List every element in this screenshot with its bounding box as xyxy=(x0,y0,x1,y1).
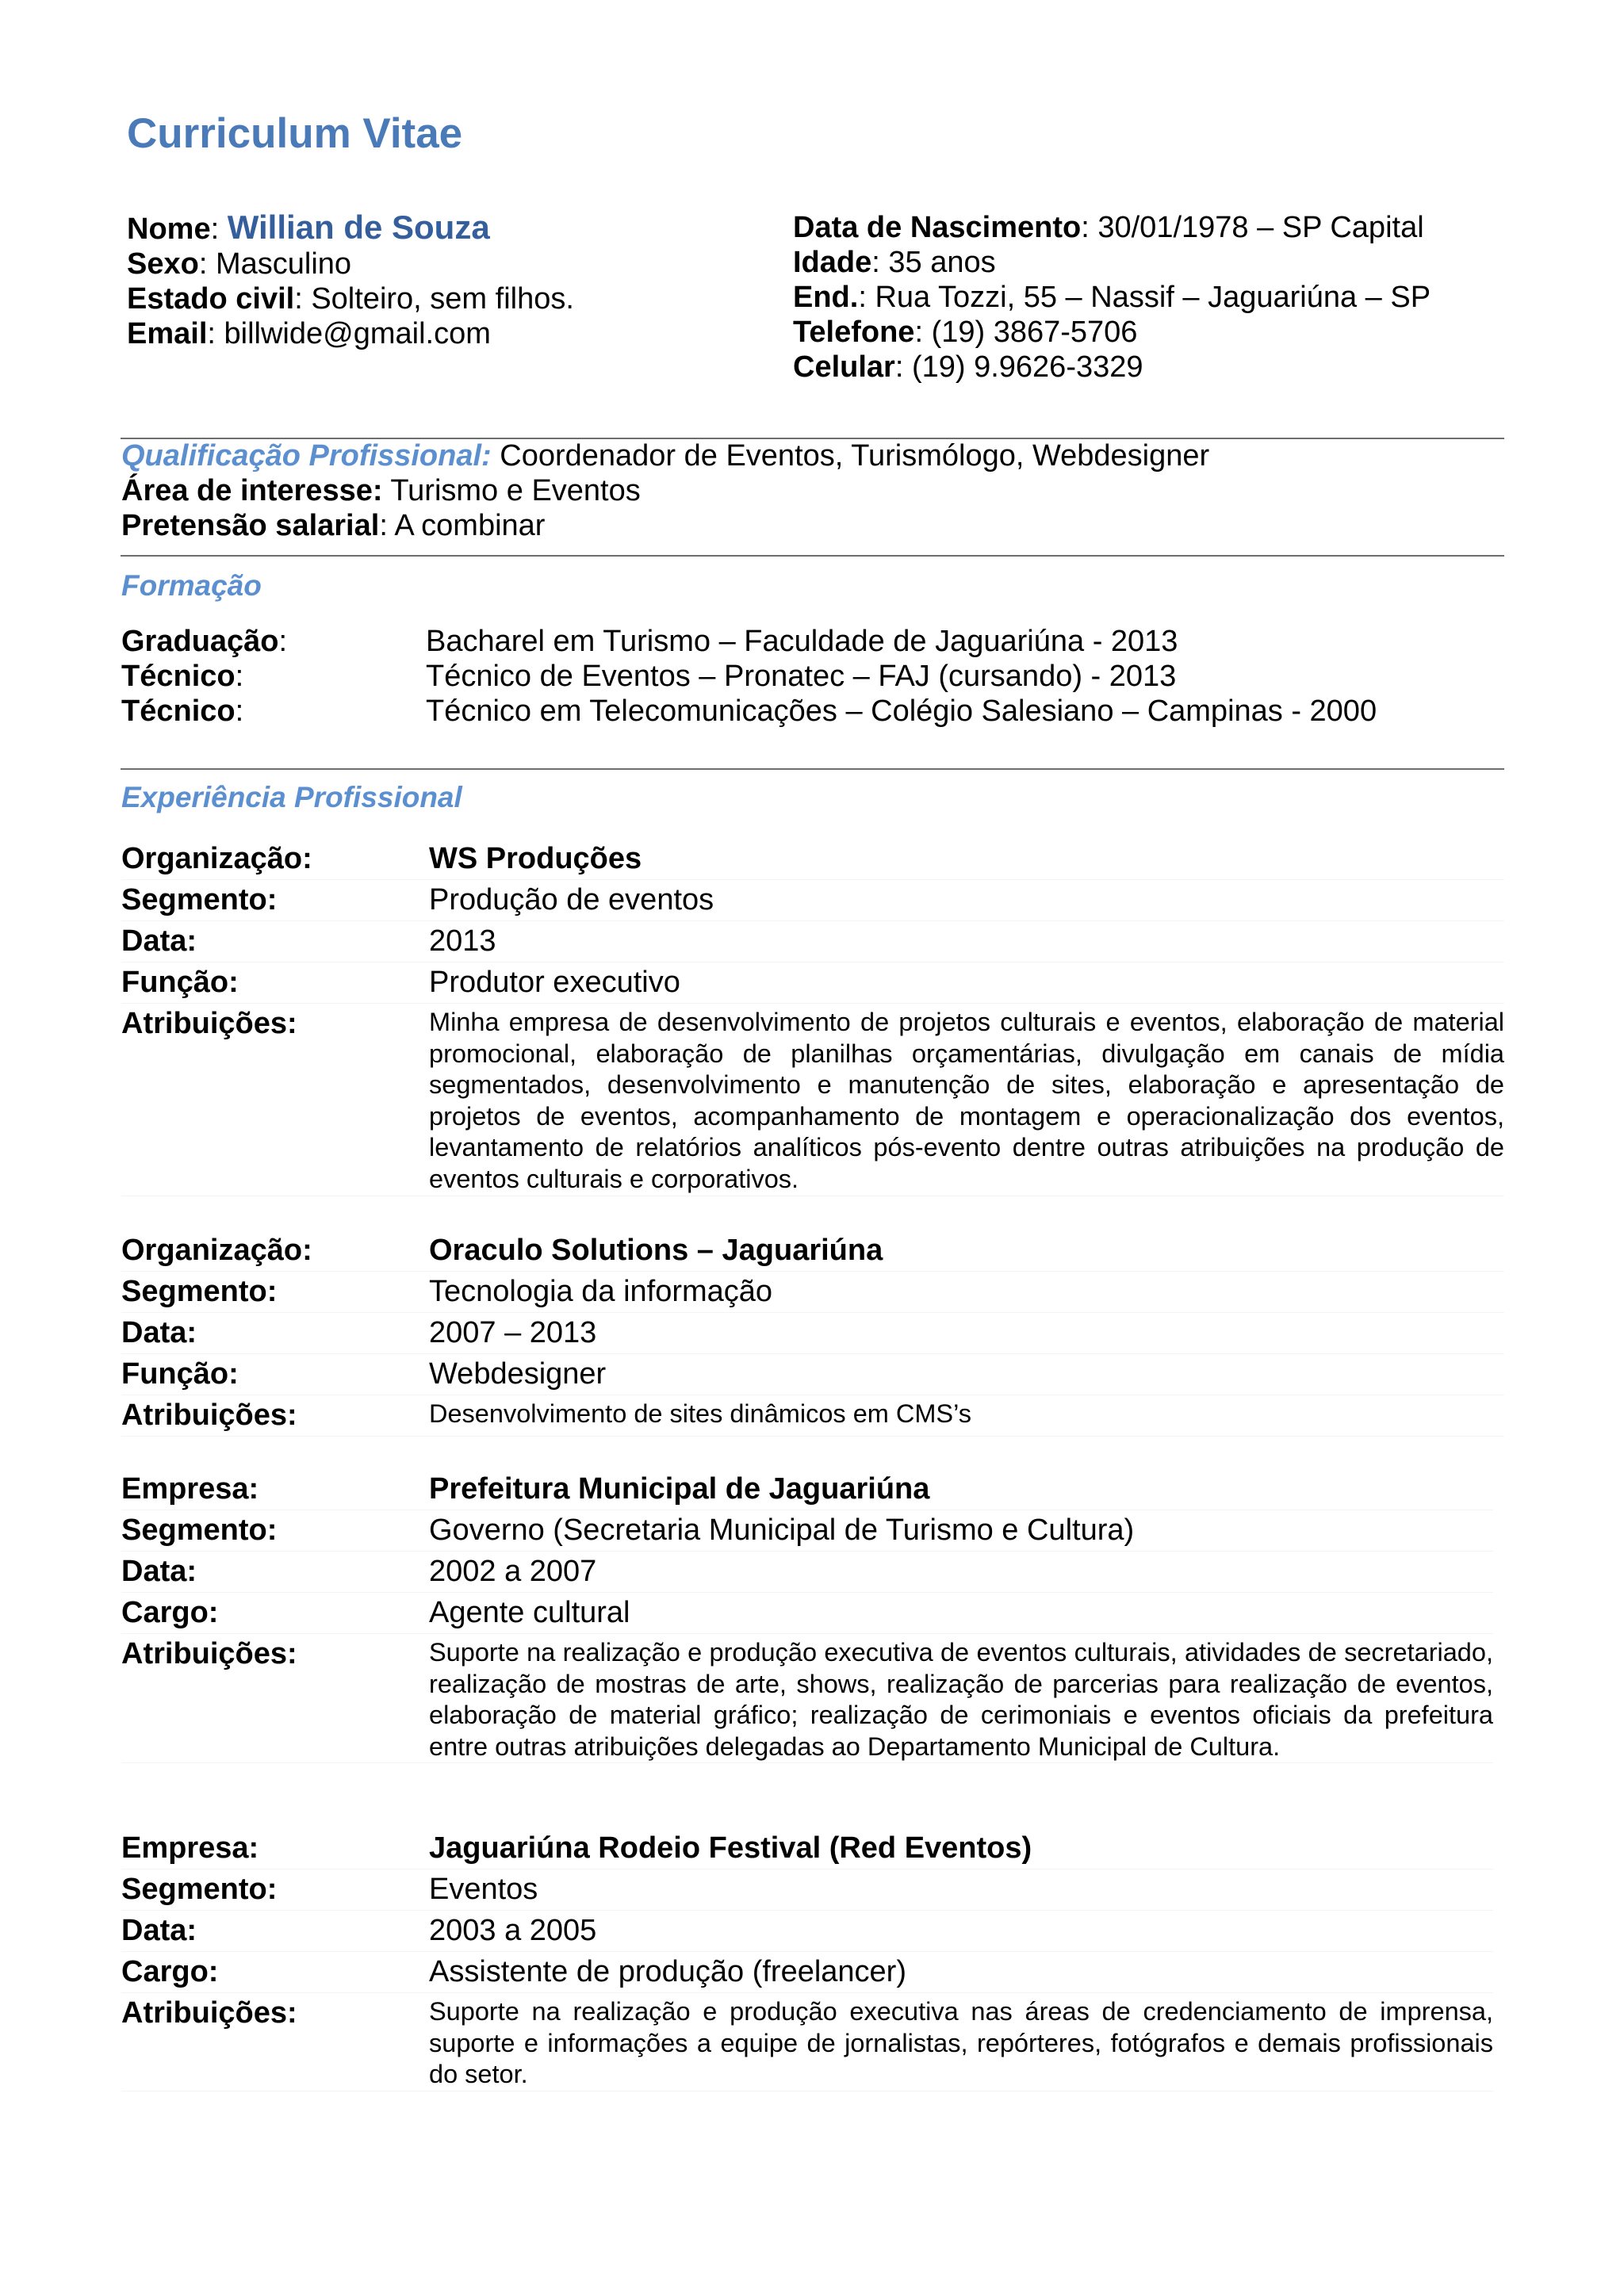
segment-row xyxy=(121,1869,1493,1911)
age-value: 35 anos xyxy=(888,246,996,279)
role-row xyxy=(121,1593,1493,1634)
date-value: 2007 – 2013 xyxy=(429,1316,597,1349)
sex-value: Masculino xyxy=(215,247,352,281)
education-list xyxy=(121,624,1377,729)
date-value: 2002 a 2007 xyxy=(429,1555,597,1588)
qualification-label: Qualificação Profissional: xyxy=(121,439,492,473)
education-item: Graduação: Bacharel em Turismo – Faculdade de Jaguariúna - 2013 xyxy=(121,625,1178,658)
phone-value: (19) 3867-5706 xyxy=(931,316,1138,349)
organization-value: Oraculo Solutions – Jaguariúna xyxy=(429,1234,883,1267)
email-label: Email xyxy=(127,317,208,350)
divider xyxy=(121,555,1504,557)
experience-entry xyxy=(121,1230,1504,1437)
organization-value: Jaguariúna Rodeio Festival (Red Eventos) xyxy=(429,1831,1032,1865)
birth-date-row: Data de Nascimento: 30/01/1978 – SP Capital xyxy=(793,211,1424,244)
date-label: Data: xyxy=(121,1316,197,1349)
date-value: 2013 xyxy=(429,924,496,958)
experience-section-title: Experiência Profissional xyxy=(121,781,462,813)
duties-label: Atribuições: xyxy=(121,1637,297,1670)
duties-value: Minha empresa de desenvolvimento de projetos culturais e eventos, elaboração de material promocional, elaboração de planilhas orçamentárias, divulgação em canais de mídia segmentados, desenvolvimento e manutenção de sites, elaboração e apresentação de projetos de eventos, acompanhamento de montagem e operacionalização dos eventos, levantamento de relatórios analíticos pós-evento dentre outras atribuições na produção de eventos culturais e corporativos. xyxy=(429,1008,1504,1193)
segment-label: Segmento: xyxy=(121,1873,278,1906)
role-value: Assistente de produção (freelancer) xyxy=(429,1955,906,1988)
organization-row xyxy=(121,839,1504,880)
segment-value: Produção de eventos xyxy=(429,883,714,916)
segment-label: Segmento: xyxy=(121,1513,278,1547)
interest-area-value: Turismo e Eventos xyxy=(390,474,641,507)
phone-row: Telefone: (19) 3867-5706 xyxy=(793,316,1138,349)
role-label: Função: xyxy=(121,966,239,999)
duties-label: Atribuições: xyxy=(121,1007,297,1040)
segment-value: Tecnologia da informação xyxy=(429,1275,773,1308)
personal-info-left xyxy=(127,210,574,351)
education-item-value: Bacharel em Turismo – Faculdade de Jaguariúna - 2013 xyxy=(426,625,1178,658)
organization-row xyxy=(121,1469,1493,1510)
segment-value: Eventos xyxy=(429,1873,538,1906)
education-item-label: Técnico xyxy=(121,660,236,693)
duties-row xyxy=(121,1395,1504,1437)
experience-entry xyxy=(121,1828,1493,2091)
segment-label: Segmento: xyxy=(121,1275,278,1308)
page-title: Curriculum Vitae xyxy=(127,110,463,157)
personal-info-right xyxy=(793,210,1431,385)
address-label: End. xyxy=(793,281,859,314)
role-label: Função: xyxy=(121,1357,239,1391)
duties-row xyxy=(121,1004,1504,1196)
date-row xyxy=(121,1911,1493,1952)
civil-status-label: Estado civil xyxy=(127,282,295,316)
duties-value: Desenvolvimento de sites dinâmicos em CMS’s xyxy=(429,1399,971,1428)
date-row xyxy=(121,921,1504,962)
phone-label: Telefone xyxy=(793,316,915,349)
name-row: Nome: Willian de Souza xyxy=(127,209,490,246)
date-label: Data: xyxy=(121,1914,197,1947)
divider xyxy=(121,768,1504,770)
salary-label: Pretensão salarial xyxy=(121,509,380,542)
email-row: Email: billwide@gmail.com xyxy=(127,317,491,350)
education-item-label: Técnico xyxy=(121,695,236,728)
name-value: Willian de Souza xyxy=(227,209,490,246)
education-item: Técnico: Técnico de Eventos – Pronatec – FAJ (cursando) - 2013 xyxy=(121,660,1177,693)
name-label: Nome xyxy=(127,212,211,246)
interest-area-label: Área de interesse: xyxy=(121,474,383,507)
mobile-label: Celular xyxy=(793,350,895,384)
age-label: Idade xyxy=(793,246,872,279)
birth-date-label: Data de Nascimento xyxy=(793,211,1082,244)
segment-row xyxy=(121,1272,1504,1313)
role-value: Produtor executivo xyxy=(429,966,680,999)
civil-status-row: Estado civil: Solteiro, sem filhos. xyxy=(127,282,574,316)
experience-entry xyxy=(121,1469,1493,1763)
segment-row xyxy=(121,880,1504,921)
date-row xyxy=(121,1552,1493,1593)
duties-label: Atribuições: xyxy=(121,1996,297,2030)
sex-label: Sexo xyxy=(127,247,199,281)
organization-label: Organização: xyxy=(121,1234,312,1267)
organization-value: WS Produções xyxy=(429,842,642,875)
duties-row xyxy=(121,1634,1493,1763)
role-value: Agente cultural xyxy=(429,1596,630,1629)
segment-label: Segmento: xyxy=(121,883,278,916)
role-row xyxy=(121,1354,1504,1395)
education-item: Técnico: Técnico em Telecomunicações – Colégio Salesiano – Campinas - 2000 xyxy=(121,695,1377,728)
organization-row xyxy=(121,1230,1504,1272)
segment-row xyxy=(121,1510,1493,1552)
qualification-row xyxy=(121,438,1209,473)
role-value: Webdesigner xyxy=(429,1357,607,1391)
role-row xyxy=(121,962,1504,1004)
role-label: Cargo: xyxy=(121,1955,219,1988)
age-row: Idade: 35 anos xyxy=(793,246,996,279)
experience-entry xyxy=(121,839,1504,1196)
education-item-value: Técnico em Telecomunicações – Colégio Salesiano – Campinas - 2000 xyxy=(426,695,1377,728)
qualification-value: Coordenador de Eventos, Turismólogo, Webdesigner xyxy=(500,439,1210,473)
birth-date-value: 30/01/1978 – SP Capital xyxy=(1097,211,1424,244)
address-row: End.: Rua Tozzi, 55 – Nassif – Jaguariúna – SP xyxy=(793,281,1431,314)
civil-status-value: Solteiro, sem filhos. xyxy=(311,282,574,316)
salary-value: A combinar xyxy=(394,509,546,542)
duties-label: Atribuições: xyxy=(121,1399,297,1432)
mobile-row: Celular: (19) 9.9626-3329 xyxy=(793,350,1143,384)
role-row xyxy=(121,1952,1493,1993)
salary-row: Pretensão salarial: A combinar xyxy=(121,509,546,542)
date-label: Data: xyxy=(121,924,197,958)
education-section-title: Formação xyxy=(121,569,262,602)
email-value: billwide@gmail.com xyxy=(224,317,491,350)
organization-label: Organização: xyxy=(121,842,312,875)
interest-area-row xyxy=(121,473,1209,508)
duties-value: Suporte na realização e produção executiva nas áreas de credenciamento de imprensa, suporte e informações a equipe de jornalistas, repórteres, fotógrafos e demais profissionais do setor. xyxy=(429,1997,1493,2089)
organization-value: Prefeitura Municipal de Jaguariúna xyxy=(429,1472,930,1506)
date-row xyxy=(121,1313,1504,1354)
role-label: Cargo: xyxy=(121,1596,219,1629)
sex-row: Sexo: Masculino xyxy=(127,247,352,281)
date-value: 2003 a 2005 xyxy=(429,1914,597,1947)
address-value: Rua Tozzi, 55 – Nassif – Jaguariúna – SP xyxy=(875,281,1431,314)
duties-value: Suporte na realização e produção executiva de eventos culturais, atividades de secretariado, realização de mostras de arte, shows, realização de parcerias para realização de eventos, elaboração de material gráfico; realização de cerimoniais e eventos oficiais da prefeitura entre outras atribuições delegadas ao Departamento Municipal de Cultura. xyxy=(429,1638,1493,1761)
organization-row xyxy=(121,1828,1493,1869)
date-label: Data: xyxy=(121,1555,197,1588)
qualification-block xyxy=(121,438,1209,543)
organization-label: Empresa: xyxy=(121,1472,259,1506)
duties-row xyxy=(121,1993,1493,2091)
segment-value: Governo (Secretaria Municipal de Turismo e Cultura) xyxy=(429,1513,1135,1547)
education-item-label: Graduação xyxy=(121,625,279,658)
organization-label: Empresa: xyxy=(121,1831,259,1865)
mobile-value: (19) 9.9626-3329 xyxy=(911,350,1143,384)
education-item-value: Técnico de Eventos – Pronatec – FAJ (cursando) - 2013 xyxy=(426,660,1177,693)
